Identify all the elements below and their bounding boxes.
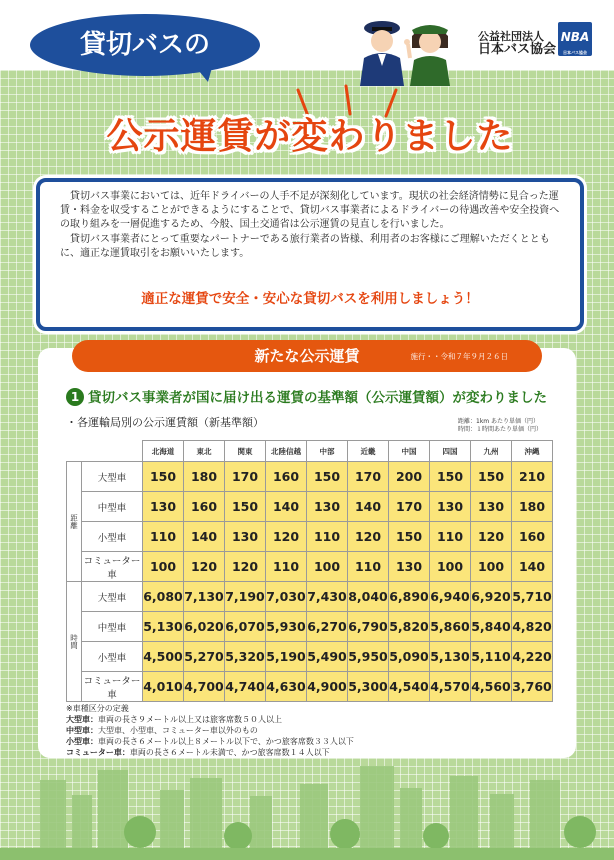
fare-row <box>67 672 553 702</box>
fare-value: 6,270 <box>307 612 348 642</box>
fare-value: 120 <box>471 522 512 552</box>
fare-value: 130 <box>225 522 266 552</box>
table-subheading: ・各運輸局別の公示運賃額（新基準額） <box>66 416 264 429</box>
definition-term: 小型車： <box>66 737 98 746</box>
fare-value: 160 <box>512 522 553 552</box>
fare-value: 170 <box>348 462 389 492</box>
fare-value: 4,900 <box>307 672 348 702</box>
definition-desc: 車両の長さ６メートル以上８メートル以下で、かつ旅客席数３３人以下 <box>98 737 354 746</box>
fare-value: 110 <box>348 552 389 582</box>
fare-value: 130 <box>471 492 512 522</box>
fare-value: 210 <box>512 462 553 492</box>
org-type: 公益社団法人 <box>478 30 544 43</box>
fare-value: 5,490 <box>307 642 348 672</box>
fare-row <box>67 612 553 642</box>
fare-value: 7,030 <box>266 582 307 612</box>
fare-value: 4,540 <box>389 672 430 702</box>
fare-value: 100 <box>307 552 348 582</box>
fare-value: 150 <box>389 522 430 552</box>
fare-value: 6,940 <box>430 582 471 612</box>
notice-slogan: 適正な運賃で安全・安心な貸切バスを利用しましょう！ <box>141 291 479 307</box>
fare-value: 6,080 <box>143 582 184 612</box>
staff-illustration <box>350 14 460 86</box>
fare-table <box>66 440 553 702</box>
region-header: 関東 <box>225 441 266 462</box>
fare-value: 6,790 <box>348 612 389 642</box>
fare-value: 5,840 <box>471 612 512 642</box>
region-header: 中部 <box>307 441 348 462</box>
fare-value: 110 <box>307 522 348 552</box>
notice-box <box>36 178 584 331</box>
fare-value: 5,190 <box>266 642 307 672</box>
fare-group-label: 時間 <box>67 582 82 702</box>
fare-row <box>67 642 553 672</box>
definition-term: 大型車： <box>66 715 98 724</box>
unit-legend <box>458 418 542 434</box>
fare-value: 100 <box>143 552 184 582</box>
fare-value: 130 <box>143 492 184 522</box>
region-header: 四国 <box>430 441 471 462</box>
fare-row <box>67 492 553 522</box>
fare-value: 180 <box>184 462 225 492</box>
speech-bubble-tail <box>190 60 214 82</box>
region-header: 北陸信越 <box>266 441 307 462</box>
fare-value: 5,710 <box>512 582 553 612</box>
vehicle-type: 大型車 <box>82 582 143 612</box>
main-title: 公示運賃が変わりました <box>106 116 514 157</box>
section-bar <box>72 340 542 372</box>
definition-desc: 大型車、小型車、コミューター車以外のもの <box>98 726 258 735</box>
unit-time: 時間：１時間あたり単価（円） <box>458 426 543 433</box>
fare-value: 120 <box>225 552 266 582</box>
fare-value: 150 <box>430 462 471 492</box>
fare-value: 140 <box>184 522 225 552</box>
speech-bubble: 貸切バスの <box>30 14 260 76</box>
fare-value: 110 <box>143 522 184 552</box>
fare-value: 120 <box>348 522 389 552</box>
fare-value: 4,010 <box>143 672 184 702</box>
fare-value: 150 <box>471 462 512 492</box>
fare-value: 8,040 <box>348 582 389 612</box>
fare-value: 150 <box>307 462 348 492</box>
fare-group-label: 距離 <box>67 462 82 582</box>
vehicle-type: 小型車 <box>82 642 143 672</box>
region-header: 中国 <box>389 441 430 462</box>
region-header: 北海道 <box>143 441 184 462</box>
fare-value: 5,110 <box>471 642 512 672</box>
fare-value: 100 <box>471 552 512 582</box>
fare-value: 150 <box>143 462 184 492</box>
fare-value: 5,130 <box>430 642 471 672</box>
definition-desc: 車両の長さ６メートル未満で、かつ旅客席数１４人以下 <box>129 748 330 757</box>
fare-value: 130 <box>389 552 430 582</box>
fare-value: 110 <box>430 522 471 552</box>
region-header: 沖縄 <box>512 441 553 462</box>
vehicle-type: 大型車 <box>82 462 143 492</box>
fare-value: 120 <box>266 522 307 552</box>
fare-value: 3,760 <box>512 672 553 702</box>
region-header: 東北 <box>184 441 225 462</box>
nba-logo-subtext: 日本バス協会 <box>563 50 587 55</box>
definition-item <box>66 725 354 736</box>
section-bar-title: 新たな公示運賃 <box>254 347 360 365</box>
fare-value: 7,430 <box>307 582 348 612</box>
fare-value: 140 <box>266 492 307 522</box>
fare-value: 150 <box>225 492 266 522</box>
fare-value: 6,890 <box>389 582 430 612</box>
fare-value: 5,950 <box>348 642 389 672</box>
fare-row <box>67 552 553 582</box>
fare-row <box>67 522 553 552</box>
section-heading <box>66 386 566 406</box>
vehicle-type: コミューター車 <box>82 552 143 582</box>
fare-value: 5,930 <box>266 612 307 642</box>
header-corner <box>67 441 143 462</box>
fare-row <box>67 582 553 612</box>
fare-value: 6,070 <box>225 612 266 642</box>
definitions-title: ※車種区分の定義 <box>66 704 129 713</box>
org-title: 日本バス協会 <box>478 42 557 57</box>
vehicle-type: 中型車 <box>82 492 143 522</box>
fare-value: 5,860 <box>430 612 471 642</box>
notice-text <box>60 190 564 261</box>
organization-name <box>478 30 556 56</box>
fare-value: 140 <box>512 552 553 582</box>
fare-value: 5,320 <box>225 642 266 672</box>
fare-value: 170 <box>225 462 266 492</box>
fare-value: 130 <box>307 492 348 522</box>
region-header: 九州 <box>471 441 512 462</box>
townscape-illustration <box>0 740 614 860</box>
fare-value: 6,920 <box>471 582 512 612</box>
fare-value: 4,820 <box>512 612 553 642</box>
fare-value: 6,020 <box>184 612 225 642</box>
vehicle-type: 小型車 <box>82 522 143 552</box>
fare-value: 4,740 <box>225 672 266 702</box>
nba-logo-text: NBA <box>560 30 590 44</box>
fare-value: 180 <box>512 492 553 522</box>
fare-value: 5,130 <box>143 612 184 642</box>
fare-value: 200 <box>389 462 430 492</box>
fare-value: 7,190 <box>225 582 266 612</box>
fare-table-body <box>67 462 553 702</box>
fare-value: 4,570 <box>430 672 471 702</box>
effective-date: 施行・・令和７年９月２６日 <box>410 352 508 361</box>
fare-value: 5,270 <box>184 642 225 672</box>
definition-term: コミューター車： <box>66 748 130 757</box>
fare-value: 170 <box>389 492 430 522</box>
nba-logo <box>558 22 592 56</box>
fare-value: 120 <box>184 552 225 582</box>
unit-distance: 距離：1km あたり単価（円） <box>458 418 540 425</box>
fare-value: 110 <box>266 552 307 582</box>
definition-item <box>66 714 354 725</box>
vehicle-type: コミューター車 <box>82 672 143 702</box>
region-header-row <box>67 441 553 462</box>
fare-value: 5,300 <box>348 672 389 702</box>
fare-value: 4,700 <box>184 672 225 702</box>
fare-value: 130 <box>430 492 471 522</box>
notice-paragraph-1: 貸切バス事業においては、近年ドライバーの人手不足が深刻化しています。現状の社会経済情勢に見合った運賃・料金を収受することができるようにすることで、貸切バス事業者によるドライバーの待遇改善や安全投資への取り組みを一層促進するため、今般、国土交通省は公示運賃の見直しを行いました。 <box>60 191 560 231</box>
fare-value: 7,130 <box>184 582 225 612</box>
fare-value: 160 <box>184 492 225 522</box>
section-heading-text: 貸切バス事業者が国に届け出る運賃の基準額（公示運賃額）が変わりました <box>88 390 547 406</box>
fare-value: 160 <box>266 462 307 492</box>
region-header: 近畿 <box>348 441 389 462</box>
notice-paragraph-2: 貸切バス事業者にとって重要なパートナーである旅行業者の皆様、利用者のお客様にご理解いただくとともに、適正な運賃取引をお願いいたします。 <box>60 233 550 259</box>
fare-value: 4,630 <box>266 672 307 702</box>
section-number: 1 <box>66 388 84 406</box>
definition-desc: 車両の長さ９メートル以上又は旅客席数５０人以上 <box>98 715 282 724</box>
fare-value: 5,090 <box>389 642 430 672</box>
definition-term: 中型車： <box>66 726 98 735</box>
fare-value: 4,560 <box>471 672 512 702</box>
fare-value: 4,500 <box>143 642 184 672</box>
vehicle-type: 中型車 <box>82 612 143 642</box>
fare-value: 140 <box>348 492 389 522</box>
fare-value: 100 <box>430 552 471 582</box>
fare-value: 4,220 <box>512 642 553 672</box>
fare-row <box>67 462 553 492</box>
fare-value: 5,820 <box>389 612 430 642</box>
